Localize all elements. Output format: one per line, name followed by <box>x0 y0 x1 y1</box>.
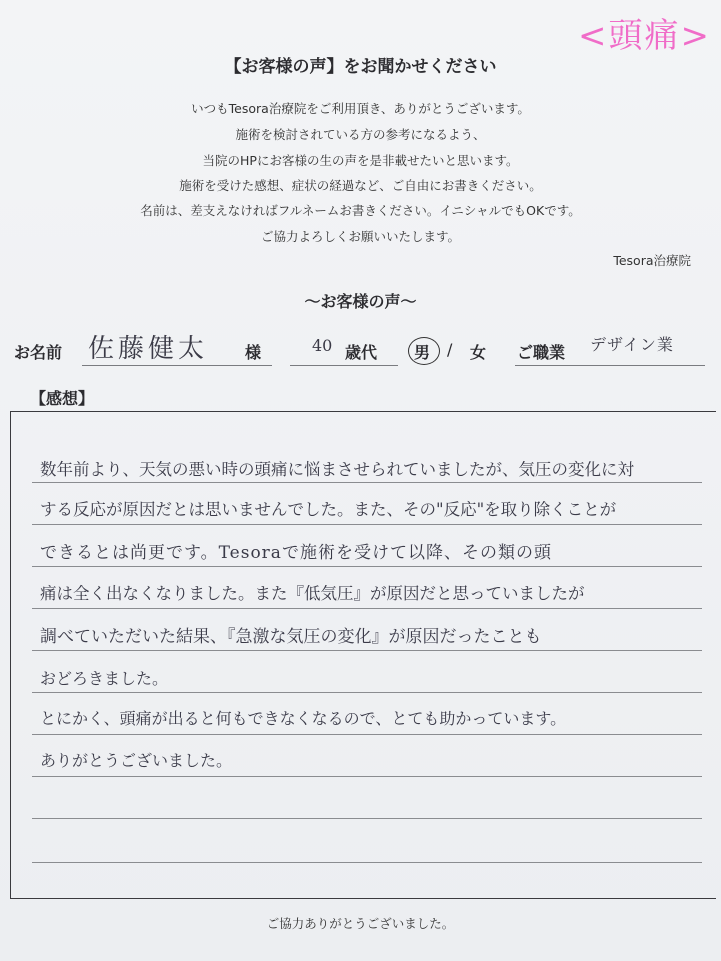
writing-rule <box>32 818 702 819</box>
clinic-signature: Tesora治療院 <box>613 253 691 268</box>
impression-line: ありがとうございました。 <box>40 751 233 770</box>
writing-rule <box>32 608 702 609</box>
age-label: 歳代 <box>345 343 378 362</box>
impression-line: する反応が原因だとは思いませんでした。また、その"反応"を取り除くことが <box>40 500 617 519</box>
impressions-box <box>10 411 716 899</box>
footer-thanks: ご協力ありがとうございました。 <box>266 916 455 931</box>
name-label: お名前 <box>14 343 63 362</box>
intro-line: 施術を検討されている方の参考になるよう、 <box>235 127 486 142</box>
name-value: 佐藤健太 <box>88 334 209 364</box>
honorific-label: 様 <box>245 343 262 362</box>
intro-line: 当院のHPにお客様の生の声を是非載せたいと思います。 <box>202 153 519 168</box>
gender-female: 女 <box>470 343 487 362</box>
impression-line: 数年前より、天気の悪い時の頭痛に悩まさせられていましたが、気圧の変化に対 <box>40 460 634 479</box>
impression-line: とにかく、頭痛が出ると何もできなくなるので、とても助かっています。 <box>40 709 567 728</box>
writing-rule <box>32 692 702 693</box>
gender-male: 男 <box>414 343 431 362</box>
voice-heading: ～お客様の声～ <box>304 292 417 311</box>
writing-rule <box>32 862 702 863</box>
job-value: デザイン業 <box>590 335 674 354</box>
intro-line: 施術を受けた感想、症状の経過など、ご自由にお書きください。 <box>179 178 542 193</box>
impression-line: できるとは尚更です。Tesoraで施術を受けて以降、その類の頭 <box>40 543 552 563</box>
gender-separator: / <box>447 340 453 359</box>
writing-rule <box>32 734 702 735</box>
intro-line: 名前は、差支えなければフルネームお書きください。イニシャルでもOKです。 <box>140 203 581 218</box>
writing-rule <box>32 650 702 651</box>
name-underline <box>82 365 272 366</box>
intro-line: いつもTesora治療院をご利用頂き、ありがとうございます。 <box>191 101 530 116</box>
category-tag: <頭痛> <box>578 16 711 56</box>
form-title: 【お客様の声】をお聞かせください <box>224 57 497 77</box>
intro-line: ご協力よろしくお願いいたします。 <box>260 229 460 244</box>
job-underline <box>515 365 705 366</box>
job-label: ご職業 <box>517 343 566 362</box>
age-underline <box>290 365 398 366</box>
writing-rule <box>32 524 702 525</box>
impression-line: おどろきました。 <box>40 669 169 688</box>
writing-rule <box>32 776 702 777</box>
age-value: 40 <box>312 336 333 355</box>
writing-rule <box>32 566 702 567</box>
impressions-label: 【感想】 <box>30 389 95 408</box>
writing-rule <box>32 482 702 483</box>
impression-line: 調べていただいた結果、『急激な気圧の変化』が原因だったことも <box>40 627 542 647</box>
impression-line: 痛は全く出なくなりました。また『低気圧』が原因だと思っていましたが <box>40 584 585 603</box>
